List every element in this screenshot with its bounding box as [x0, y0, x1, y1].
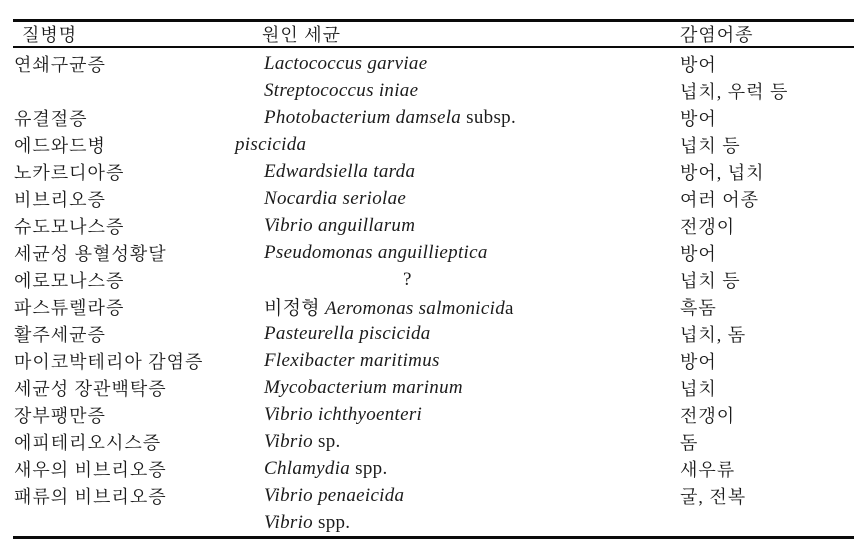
- disease-cell: 세균성 장관백탁증: [14, 378, 167, 399]
- disease-cell: 새우의 비브리오증: [14, 459, 167, 480]
- bacteria-name-upright: 비정형: [264, 298, 326, 319]
- bacteria-cell: [235, 293, 680, 320]
- bacteria-name-italic: Vibrio anguillarum: [264, 214, 416, 236]
- species-cell: 돔: [680, 432, 699, 453]
- bacteria-name-italic: Photobacterium damsela: [264, 106, 462, 128]
- bottom-border: [13, 536, 854, 539]
- disease-cell: 패류의 비브리오증: [14, 486, 167, 507]
- species-cell: 방어: [680, 54, 717, 75]
- table-row: [13, 50, 854, 77]
- species-cell: 전갱이: [680, 216, 736, 237]
- bacteria-cell: [235, 188, 680, 210]
- bacteria-cell: [235, 161, 680, 183]
- table-row: [13, 131, 854, 158]
- bacteria-cell: [235, 404, 680, 426]
- bacteria-name-italic: Aeromonas salmonicid: [325, 298, 505, 319]
- bacteria-cell: [235, 323, 680, 345]
- bacteria-name-italic: Vibrio: [264, 511, 313, 533]
- table-row: [13, 374, 854, 401]
- species-cell: 방어, 넙치: [680, 162, 765, 183]
- disease-cell: 활주세균증: [14, 324, 106, 345]
- bacteria-name-italic: Vibrio: [264, 430, 313, 452]
- bacteria-name-upright: a: [505, 298, 514, 319]
- disease-cell: 유결절증: [14, 108, 88, 129]
- bacteria-name-italic: Streptococcus iniae: [264, 79, 419, 101]
- bacteria-name-italic: Vibrio ichthyoenteri: [264, 403, 423, 425]
- table-row: [13, 482, 854, 509]
- column-header-bacteria: 원인 세균: [262, 25, 342, 45]
- table-row: [13, 212, 854, 239]
- bacteria-name-italic: Lactococcus garviae: [264, 52, 428, 74]
- bacteria-name-italic: Pasteurella piscicida: [264, 322, 431, 344]
- table-row: [13, 347, 854, 374]
- table-row: [13, 401, 854, 428]
- species-cell: 굴, 전복: [680, 486, 747, 507]
- bacteria-cell: [235, 134, 680, 156]
- disease-cell: 비브리오증: [14, 189, 106, 210]
- table-row: [13, 293, 854, 320]
- table-row: [13, 158, 854, 185]
- bacteria-name-upright: ?: [403, 268, 412, 290]
- disease-cell: 세균성 용혈성황달: [14, 243, 167, 264]
- species-cell: 새우류: [680, 459, 736, 480]
- species-cell: 넙치 등: [680, 270, 741, 291]
- disease-cell: 마이코박테리아 감염증: [14, 351, 204, 372]
- bacteria-cell: [235, 53, 680, 75]
- bacteria-name-upright: spp.: [350, 457, 388, 479]
- disease-cell: 에로모나스증: [14, 270, 125, 291]
- table-row: [13, 266, 854, 293]
- table-row: [13, 104, 854, 131]
- table-row: [13, 320, 854, 347]
- table-header-row: [13, 22, 854, 46]
- bacteria-name-italic: Mycobacterium marinum: [264, 376, 463, 398]
- table-body: [13, 48, 854, 536]
- bacteria-name-italic: Nocardia seriolae: [264, 187, 407, 209]
- species-cell: 방어: [680, 243, 717, 264]
- species-cell: 넙치 등: [680, 135, 741, 156]
- bacteria-cell: [235, 377, 680, 399]
- column-header-disease: 질병명: [22, 25, 78, 45]
- bacteria-cell: [235, 242, 680, 264]
- table-row: [13, 509, 854, 536]
- disease-cell: 슈도모나스증: [14, 216, 125, 237]
- bacteria-cell: [235, 512, 680, 534]
- species-cell: 방어: [680, 351, 717, 372]
- bacteria-name-italic: piscicida: [235, 133, 307, 155]
- species-cell: 넙치, 돔: [680, 324, 747, 345]
- disease-cell: 에피테리오시스증: [14, 432, 162, 453]
- bacteria-name-italic: Pseudomonas anguillieptica: [264, 241, 488, 263]
- column-header-species: 감염어종: [680, 25, 754, 45]
- bacteria-name-italic: Edwardsiella tarda: [264, 160, 416, 182]
- bacteria-cell: [235, 215, 680, 237]
- bacteria-cell: [235, 485, 680, 507]
- species-cell: 전갱이: [680, 405, 736, 426]
- bacteria-name-italic: Chlamydia: [264, 457, 351, 479]
- bacteria-name-upright: sp.: [312, 430, 341, 452]
- species-cell: 흑돔: [680, 297, 717, 318]
- disease-cell: 장부팽만증: [14, 405, 106, 426]
- bacteria-name-italic: Flexibacter maritimus: [264, 349, 440, 371]
- species-cell: 넙치, 우럭 등: [680, 81, 789, 102]
- bacteria-cell: [235, 431, 680, 453]
- disease-cell: 노카르디아증: [14, 162, 125, 183]
- disease-cell: 연쇄구균증: [14, 54, 106, 75]
- species-cell: 방어: [680, 108, 717, 129]
- species-cell: 여러 어종: [680, 189, 760, 210]
- disease-cell: 파스튜렐라증: [14, 297, 125, 318]
- bacteria-cell: [235, 107, 680, 129]
- table-row: [13, 428, 854, 455]
- table-row: [13, 77, 854, 104]
- table-row: [13, 239, 854, 266]
- disease-cell: 에드와드병: [14, 135, 106, 156]
- species-cell: 넙치: [680, 378, 717, 399]
- bacteria-cell: [235, 350, 680, 372]
- table-row: [13, 455, 854, 482]
- disease-bacteria-table: [13, 19, 854, 539]
- bacteria-cell: [235, 458, 680, 480]
- bacteria-name-upright: subsp.: [461, 106, 516, 128]
- bacteria-name-upright: spp.: [312, 511, 351, 533]
- bacteria-name-italic: Vibrio penaeicida: [264, 484, 405, 506]
- bacteria-cell: [235, 269, 680, 291]
- table-row: [13, 185, 854, 212]
- bacteria-cell: [235, 80, 680, 102]
